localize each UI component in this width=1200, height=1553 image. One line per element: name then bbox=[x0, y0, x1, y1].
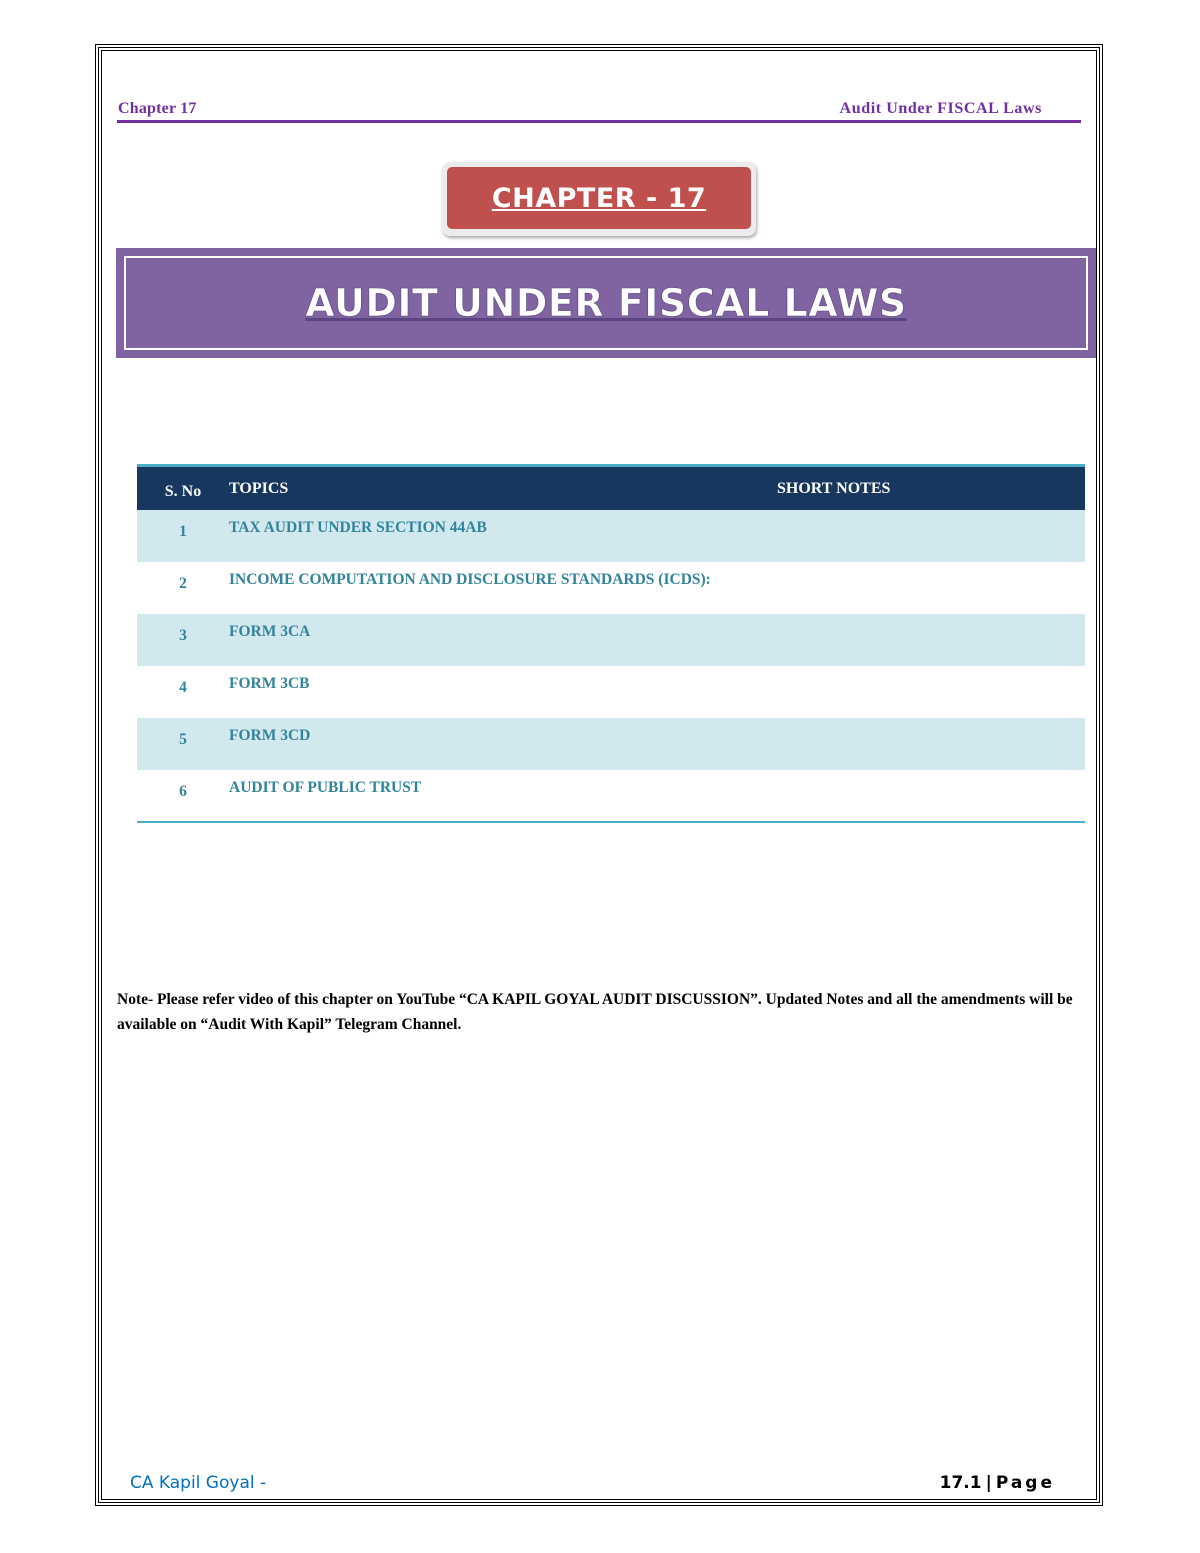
row-sno: 4 bbox=[179, 679, 187, 696]
header-topics: TOPICS bbox=[229, 466, 777, 511]
title-banner-frame bbox=[124, 256, 1088, 350]
page-title: AUDIT UNDER FISCAL LAWS bbox=[305, 281, 907, 325]
header-short-notes: SHORT NOTES bbox=[777, 466, 1085, 511]
row-topic: FORM 3CB bbox=[229, 675, 310, 692]
running-header-title: Audit Under FISCAL Laws bbox=[839, 100, 1042, 117]
footer-page bbox=[940, 1473, 1055, 1493]
row-notes bbox=[777, 666, 1085, 718]
row-topic: FORM 3CD bbox=[229, 718, 777, 770]
table-row bbox=[137, 510, 1085, 562]
header-sno: S. No bbox=[137, 466, 229, 511]
chapter-badge bbox=[442, 162, 756, 236]
table-row bbox=[137, 614, 1085, 666]
topics-table bbox=[137, 464, 1085, 823]
row-sno: 2 bbox=[179, 575, 187, 592]
table-header-row bbox=[137, 466, 1085, 511]
table-row bbox=[137, 666, 1085, 718]
row-topic: AUDIT OF PUBLIC TRUST bbox=[229, 779, 422, 796]
footer-author: CA Kapil Goyal - bbox=[130, 1473, 267, 1493]
row-sno: 1 bbox=[137, 510, 229, 562]
row-sno: 5 bbox=[137, 718, 229, 770]
chapter-badge-label: CHAPTER - 17 bbox=[447, 167, 751, 229]
row-notes bbox=[777, 718, 1085, 770]
row-notes bbox=[777, 614, 1085, 666]
running-header-chapter: Chapter 17 bbox=[118, 100, 197, 117]
row-topic: TAX AUDIT UNDER SECTION 44AB bbox=[229, 510, 777, 562]
table-row bbox=[137, 718, 1085, 770]
row-sno: 6 bbox=[179, 783, 187, 800]
row-notes bbox=[777, 562, 1085, 614]
chapter-note: Note- Please refer video of this chapter on YouTube “CA KAPIL GOYAL AUDIT DISCUSSION”. Updated Notes and all the amendments will be available on “Audit With Kapil” Telegram Channel. bbox=[117, 991, 1073, 1033]
row-notes bbox=[777, 510, 1085, 562]
row-sno: 3 bbox=[137, 614, 229, 666]
header-divider bbox=[117, 120, 1081, 123]
row-topic: FORM 3CA bbox=[229, 614, 777, 666]
row-notes bbox=[777, 770, 1085, 822]
page-number: 17.1 bbox=[939, 1473, 982, 1493]
row-topic: INCOME COMPUTATION AND DISCLOSURE STANDARDS (ICDS): bbox=[229, 571, 711, 588]
page-label: Page bbox=[995, 1473, 1055, 1493]
title-banner bbox=[116, 248, 1096, 358]
table-row bbox=[137, 562, 1085, 614]
table-row bbox=[137, 770, 1085, 822]
page-separator: | bbox=[985, 1473, 992, 1493]
